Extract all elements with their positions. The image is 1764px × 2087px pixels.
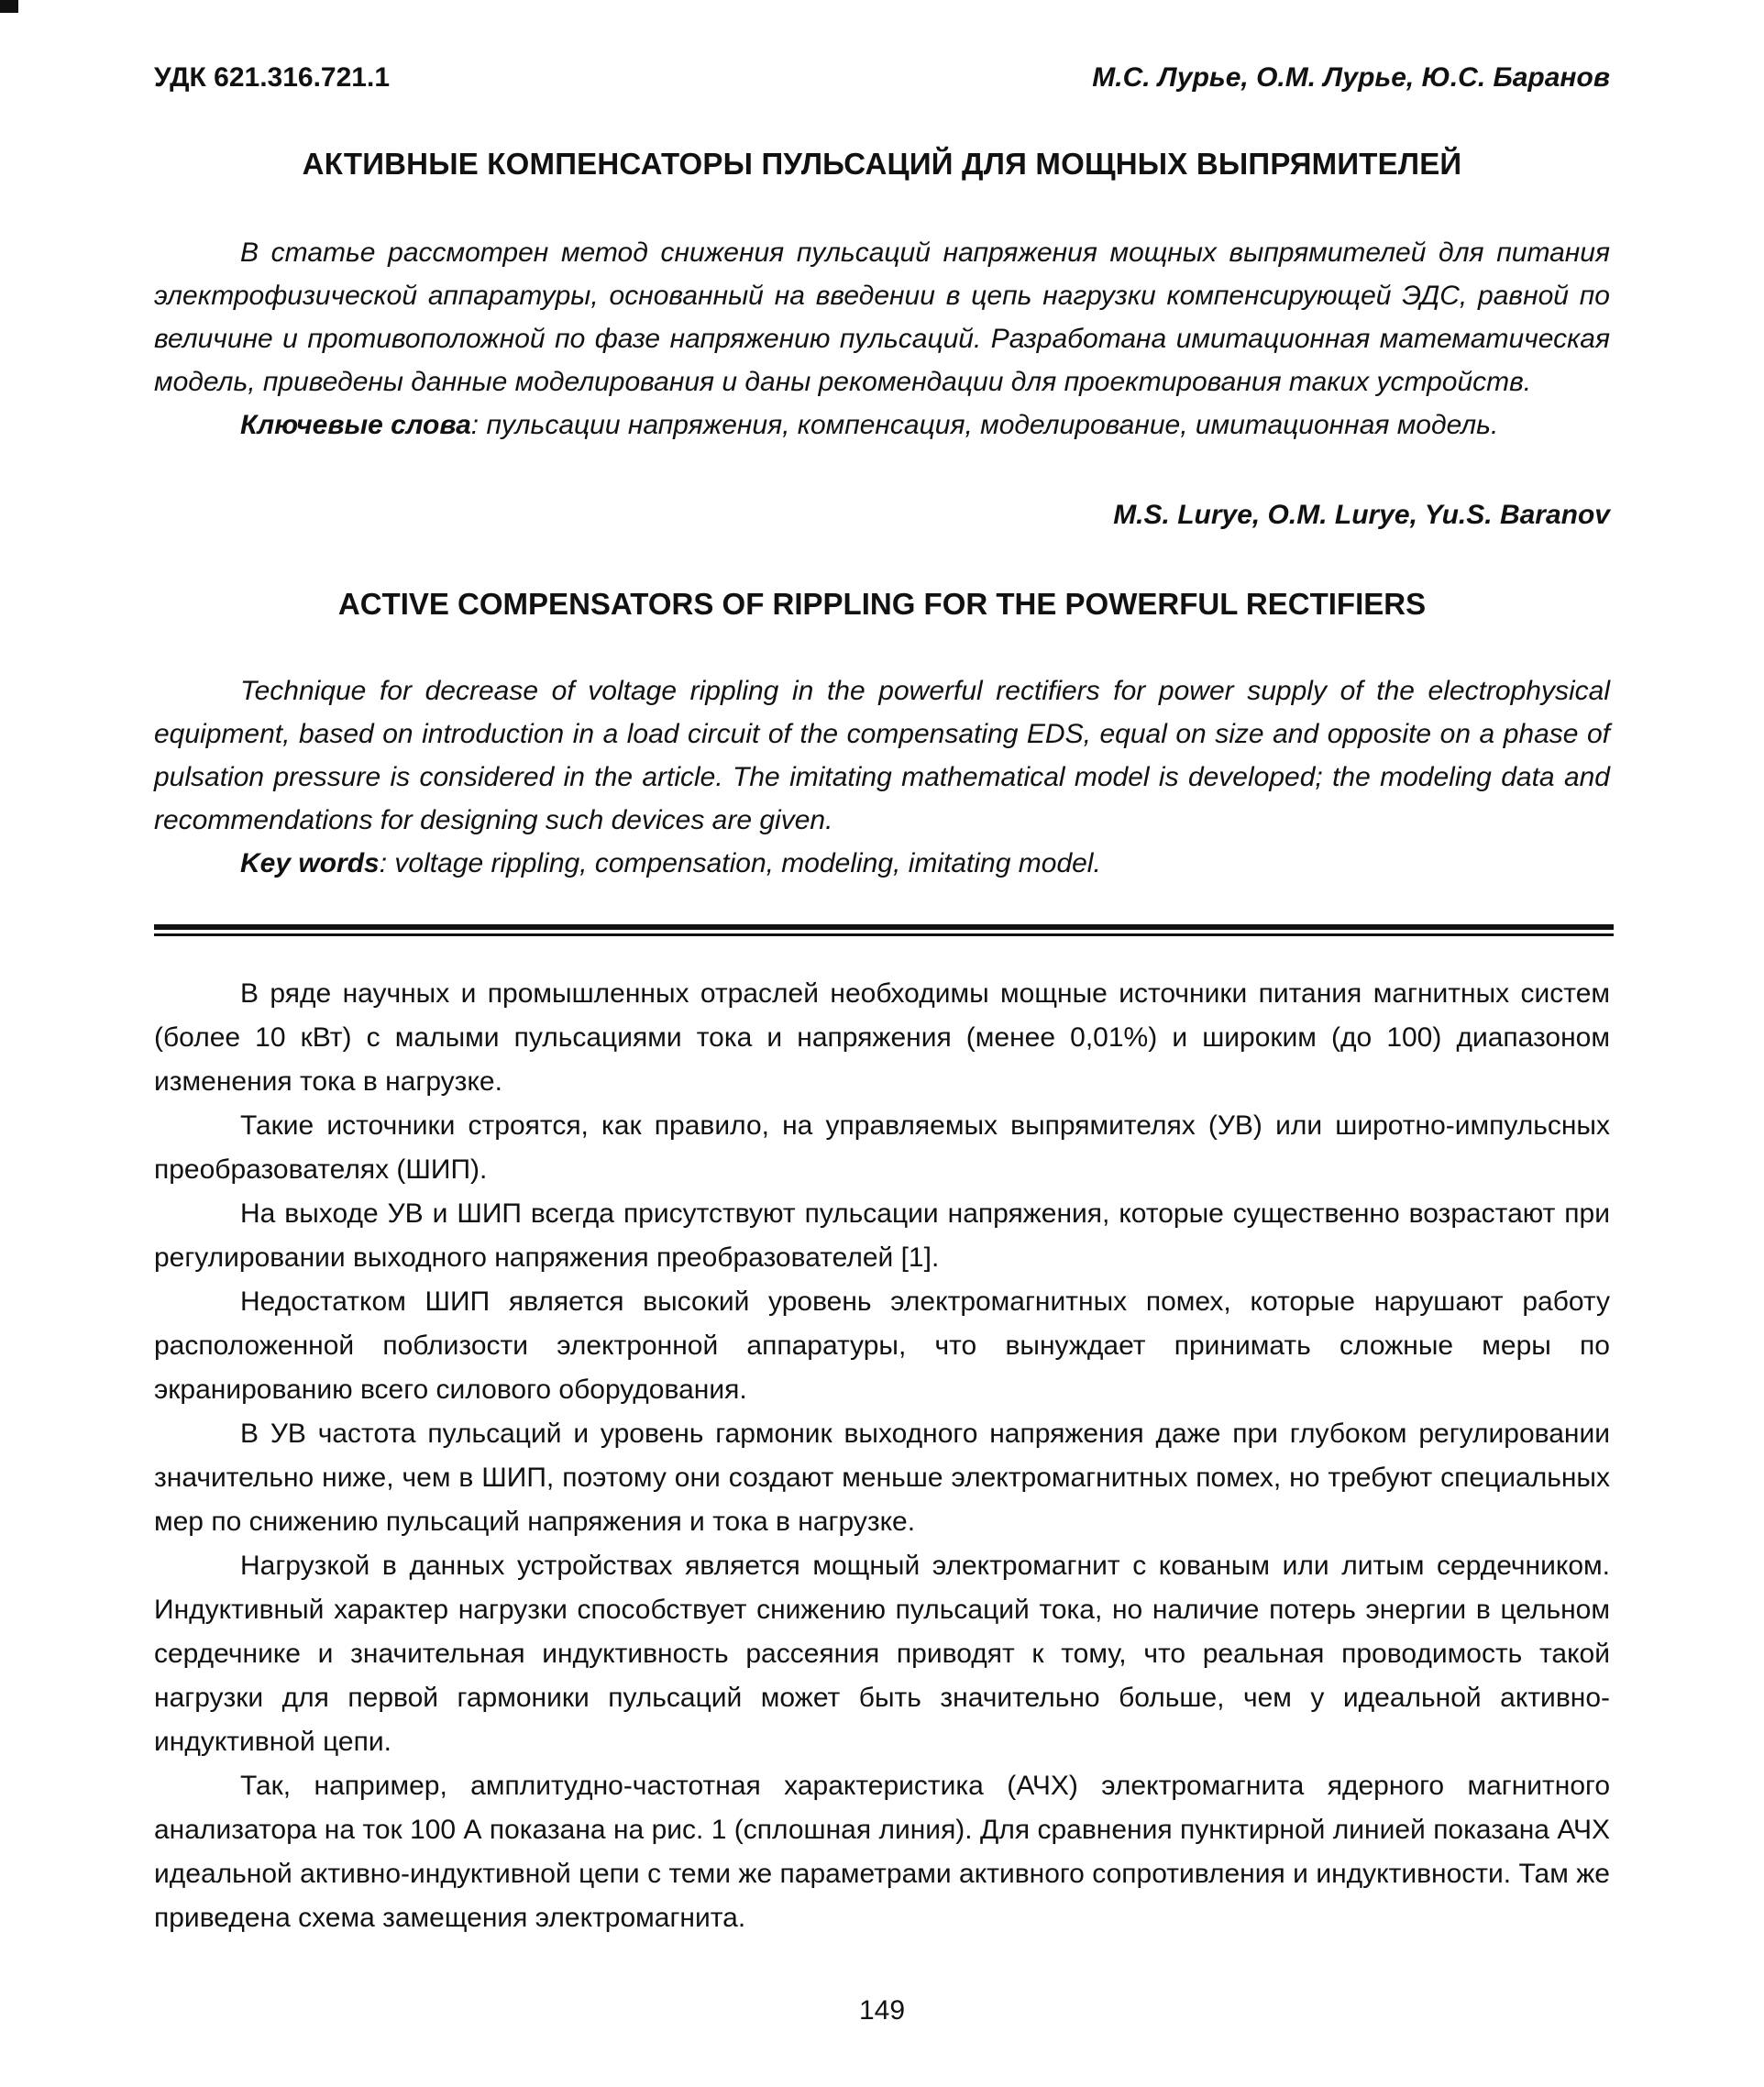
body-paragraph: Такие источники строятся, как правило, на управляемых выпрямителях (УВ) или широтно-импульсных преобразователях (ШИП). xyxy=(154,1110,1610,1185)
body-paragraph: Недостатком ШИП является высокий уровень электромагнитных помех, которые нарушают работу расположенной поблизости электронной аппаратуры, что вынуждает принимать сложные меры по экранированию всего силового оборудования. xyxy=(154,1286,1610,1405)
title-en: ACTIVE COMPENSATORS OF RIPPLING FOR THE POWERFUL RECTIFIERS xyxy=(337,587,1427,621)
header-row xyxy=(154,62,1610,99)
abstract-en-text: Technique for decrease of voltage rippling in the powerful rectifiers for power supply of the electrophysical equipment, based on introduction in a load circuit of the compensating EDS, equal on size and opposite on a phase of pulsation pressure is considered in the article. The imitating mathematical model is developed; the modeling data and recommendations for designing such devices are given. xyxy=(154,676,1610,835)
divider-rule-thin xyxy=(154,933,1614,936)
abstract-ru-text: В статье рассмотрен метод снижения пульсаций напряжения мощных выпрямителей для питания электрофизической аппаратуры, основанный на введении в цепь нагрузки компенсирующей ЭДС, равной по величине и противоположной по фазе напряжению пульсаций. Разработана имитационная математическая модель, приведены данные моделирования и даны рекомендации для проектирования таких устройств. xyxy=(154,237,1610,397)
body-paragraph: В УВ частота пульсаций и уровень гармоник выходного напряжения даже при глубоком регулировании значительно ниже, чем в ШИП, поэтому они создают меньше электромагнитных помех, но требуют специальных мер по снижению пульсаций напряжения и тока в нагрузке. xyxy=(154,1419,1610,1537)
body-paragraph: В ряде научных и промышленных отраслей необходимы мощные источники питания магнитных систем (более 10 кВт) с малыми пульсациями тока и напряжения (менее 0,01%) и широким (до 100) диапазоном изменения тока в нагрузке. xyxy=(154,978,1610,1097)
keywords-en xyxy=(154,842,1610,885)
abstract-en xyxy=(154,669,1610,885)
divider-rule-thick xyxy=(154,924,1614,930)
body-paragraph: На выходе УВ и ШИП всегда присутствуют пульсации напряжения, которые существенно возрастают при регулировании выходного напряжения преобразователей [1]. xyxy=(154,1198,1610,1273)
scan-corner-mark xyxy=(0,0,18,13)
authors-en: M.S. Lurye, O.M. Lurye, Yu.S. Baranov xyxy=(1113,500,1610,530)
body-paragraph: Нагрузкой в данных устройствах является мощный электромагнит с кованым или литым сердечником. Индуктивный характер нагрузки способствует снижению пульсаций тока, но наличие потерь энергии в цельном сердечнике и значительная индуктивность рассеяния приводят к тому, что реальная проводимость такой нагрузки для первой гармоники пульсаций может быть значительно больше, чем у идеальной активно-индуктивной цепи. xyxy=(154,1551,1610,1757)
keywords-en-label: Key words xyxy=(240,848,380,878)
abstract-ru xyxy=(154,231,1610,447)
authors-ru: М.С. Лурье, О.М. Лурье, Ю.С. Баранов xyxy=(1092,62,1610,93)
body-text xyxy=(154,972,1610,1940)
keywords-ru-text: : пульсации напряжения, компенсация, моделирование, имитационная модель. xyxy=(470,410,1499,440)
keywords-ru xyxy=(154,403,1610,447)
title-ru: АКТИВНЫЕ КОМПЕНСАТОРЫ ПУЛЬСАЦИЙ ДЛЯ МОЩНЫХ ВЫПРЯМИТЕЛЕЙ xyxy=(302,147,1462,181)
keywords-ru-label: Ключевые слова xyxy=(240,410,471,440)
udc-code: УДК 621.316.721.1 xyxy=(154,62,391,93)
page-number: 149 xyxy=(858,1995,906,2026)
body-paragraph: Так, например, амплитудно-частотная характеристика (АЧХ) электромагнита ядерного магнитного анализатора на ток 100 А показана на рис. 1 (сплошная линия). Для сравнения пунктирной линией показана АЧХ идеальной активно-индуктивной цепи с теми же параметрами активного сопротивления и индуктивности. Там же приведена схема замещения электромагнита. xyxy=(154,1771,1610,1933)
keywords-en-text: : voltage rippling, compensation, modeling, imitating model. xyxy=(379,848,1101,878)
